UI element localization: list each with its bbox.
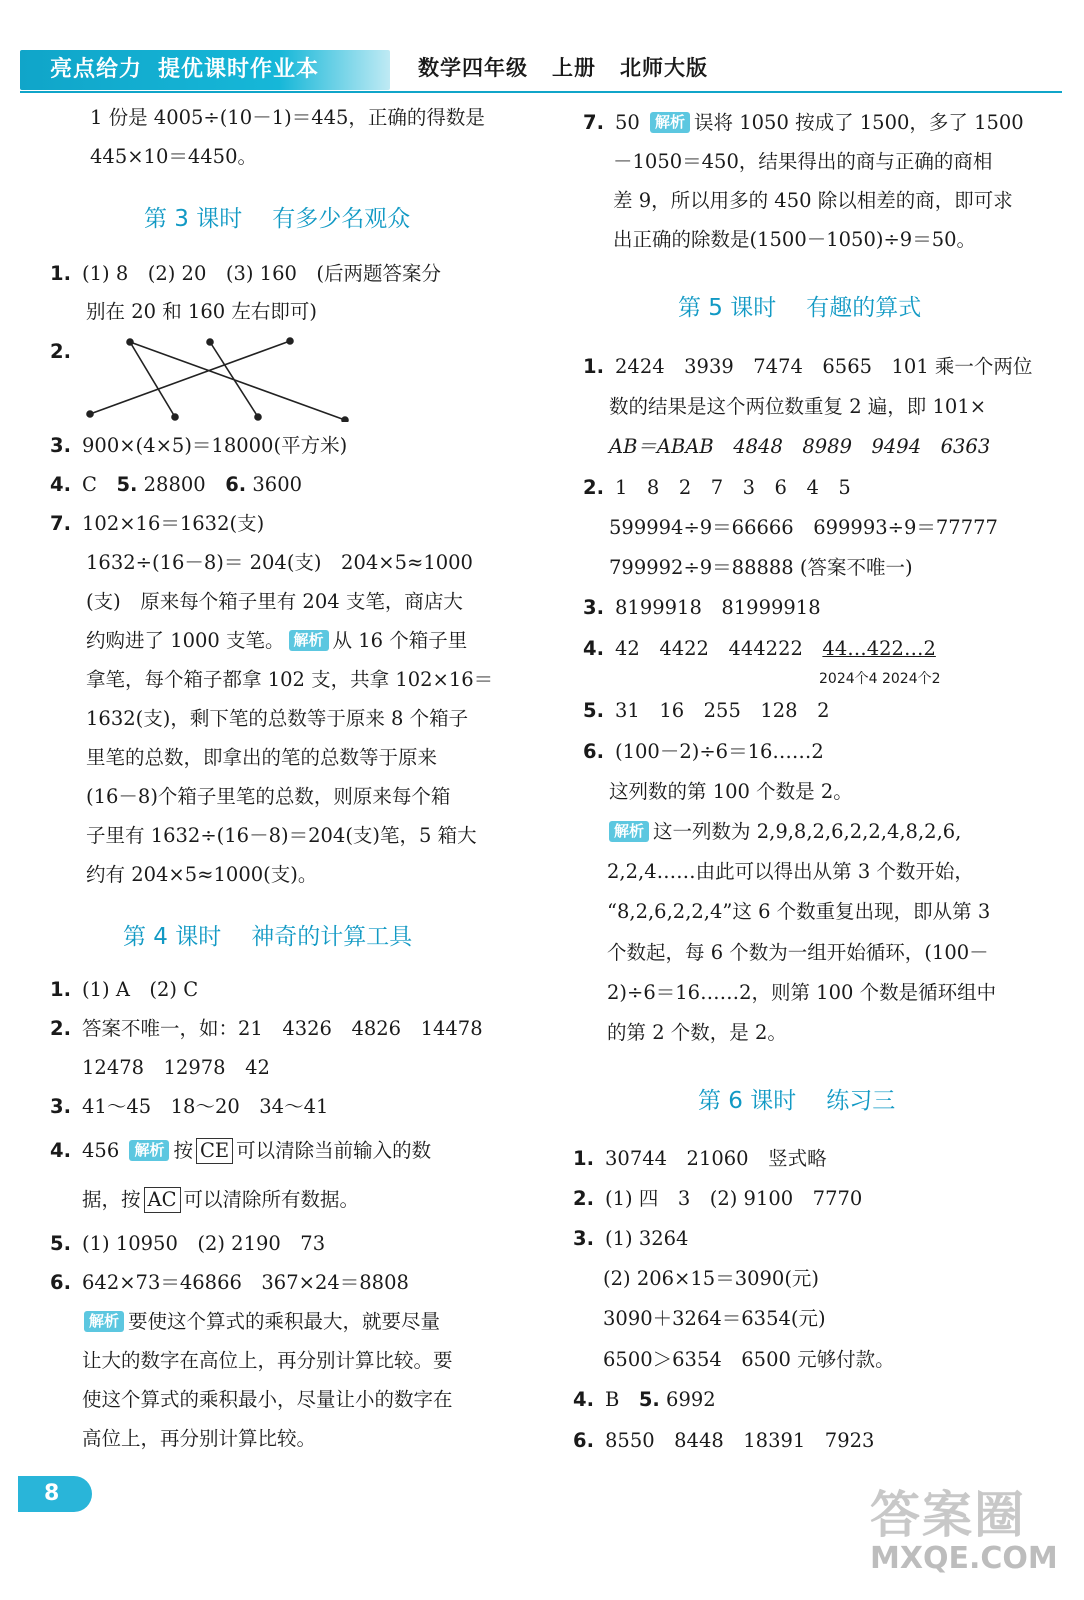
s5-q6: 6. (100－2)÷6＝16……2	[583, 740, 824, 763]
section-5-name: 有趣的算式	[806, 295, 922, 321]
page-number: 8	[18, 1476, 92, 1512]
s3-q7-line-e: 拿笔，每个箱子都拿 102 支，共拿 102×16＝	[86, 668, 494, 691]
r-q7: 7. 50 解析 误将 1050 按成了 1500，多了 1500	[583, 111, 1024, 134]
s3-q2: 2.	[50, 340, 71, 363]
s5-q6-line-d: 2,2,4……由此可以得出从第 3 个数开始，	[607, 860, 974, 883]
brand-right: 提优课时作业本	[158, 57, 320, 82]
volume: 上册	[552, 56, 596, 80]
s3-q7-line-d: 约购进了 1000 支笔。 解析 从 16 个箱子里	[86, 629, 468, 652]
s4-q3: 3. 41～45 18～20 34～41	[50, 1095, 329, 1118]
section-6-name: 练习三	[826, 1088, 896, 1114]
s6-q3-line-b: (2) 206×15＝3090(元)	[603, 1267, 820, 1290]
analysis-tag: 解析	[650, 112, 690, 133]
s6-q6: 6. 8550 8448 18391 7923	[573, 1429, 875, 1452]
ac-key: AC	[144, 1187, 181, 1213]
s6-q3-line-d: 6500＞6354 6500 元够付款。	[603, 1348, 895, 1371]
s5-q6-line-f: 个数起，每 6 个数为一组开始循环，(100－	[607, 941, 989, 964]
s5-q2-line-b: 599994÷9＝66666 699993÷9＝77777	[609, 516, 998, 539]
section-title-5	[678, 289, 921, 322]
section-6-number: 第 6 课时	[698, 1088, 797, 1114]
section-3-name: 有多少名观众	[272, 206, 411, 232]
watermark: 答案圈 MXQE.COM	[870, 1486, 1058, 1576]
s4-q6-line-b: 让大的数字在高位上，再分别计算比较。要	[82, 1349, 453, 1372]
section-4-name: 神奇的计算工具	[251, 924, 413, 950]
s5-q1-line-c: AB＝ABAB 4848 8989 9494 6363	[609, 435, 991, 458]
s4-q6-line-c: 使这个算式的乘积最小，尽量让小的数字在	[82, 1388, 453, 1411]
s3-q2-line-diagram	[80, 332, 360, 422]
s4-q1: 1. (1) A (2) C	[50, 978, 199, 1001]
s4-q2-cont: 12478 12978 42	[82, 1056, 270, 1079]
s5-q5: 5. 31 16 255 128 2	[583, 699, 830, 722]
s5-q4: 4. 42 4422 444222 44…422…2	[583, 637, 936, 660]
edition: 北师大版	[620, 56, 708, 80]
analysis-tag: 解析	[609, 821, 649, 842]
s3-q1: 1. (1) 8 (2) 20 (3) 160 (后两题答案分	[50, 262, 442, 285]
section-5-number: 第 5 课时	[678, 295, 777, 321]
s5-q4-caption: 2024个4 2024个2	[819, 671, 941, 687]
section-4-number: 第 4 课时	[123, 924, 222, 950]
s6-q3: 3. (1) 3264	[573, 1227, 689, 1250]
book-info	[418, 52, 732, 82]
s5-q6-line-g: 2)÷6＝16……2，则第 100 个数是循环组中	[607, 981, 997, 1004]
analysis-tag: 解析	[289, 630, 329, 651]
s5-q4-pattern: 44…422…2	[822, 637, 936, 660]
s4-q5: 5. (1) 10950 (2) 2190 73	[50, 1232, 326, 1255]
s3-q3: 3. 900×(4×5)＝18000(平方米)	[50, 434, 348, 457]
s3-q7-line-b: 1632÷(16－8)＝ 204(支) 204×5≈1000	[86, 551, 473, 574]
ce-key: CE	[196, 1138, 233, 1164]
s4-q6-line-d: 高位上，再分别计算比较。	[82, 1427, 317, 1450]
section-title-3	[144, 200, 410, 233]
brand-banner	[20, 50, 390, 90]
s4-q2: 2. 答案不唯一，如：21 4326 4826 14478	[50, 1017, 483, 1040]
header-rule	[20, 91, 1062, 93]
section-3-number: 第 3 课时	[144, 206, 243, 232]
section-title-4	[123, 918, 412, 951]
s6-q4-q5: 4. B 5. 6992	[573, 1388, 716, 1411]
r-q7-line-c: －1050＝450，结果得出的商与正确的商相	[613, 150, 993, 173]
carry-line-1: 1 份是 4005÷(10－1)＝445，正确的得数是	[90, 106, 485, 129]
s4-q4-cont: 据，按 AC 可以清除所有数据。	[82, 1188, 360, 1211]
s3-q1-cont: 别在 20 和 160 左右即可)	[86, 300, 317, 323]
s5-q6-line-e: “8,2,6,2,2,4”这 6 个数重复出现，即从第 3	[607, 900, 991, 923]
s4-q6: 6. 642×73＝46866 367×24＝8808	[50, 1271, 409, 1294]
s5-q1: 1. 2424 3939 7474 6565 101 乘一个两位	[583, 355, 1033, 378]
s5-q3: 3. 8199918 81999918	[583, 596, 821, 619]
page-header	[0, 0, 1084, 100]
subject: 数学四年级	[418, 56, 528, 80]
s3-q7-line-i: 子里有 1632÷(16－8)＝204(支)笔，5 箱大	[86, 824, 477, 847]
s6-q2: 2. (1) 四 3 (2) 9100 7770	[573, 1187, 863, 1210]
s3-q7-line-j: 约有 204×5≈1000(支)。	[86, 863, 318, 886]
s3-q4-q6: 4. C 5. 28800 6. 3600	[50, 473, 303, 496]
s6-q3-line-c: 3090＋3264＝6354(元)	[603, 1307, 826, 1330]
s4-q6-analysis: 解析 要使这个算式的乘积最大，就要尽量	[80, 1307, 440, 1337]
s3-q7-line-c: (支) 原来每个箱子里有 204 支笔，商店大	[86, 590, 463, 613]
analysis-tag: 解析	[84, 1311, 124, 1332]
s5-q6-line-b: 这列数的第 100 个数是 2。	[609, 780, 853, 803]
s5-q1-line-b: 数的结果是这个两位数重复 2 遍，即 101×	[609, 395, 987, 418]
r-q7-line-e: 出正确的除数是(1500－1050)÷9＝50。	[613, 228, 977, 251]
s5-q6-line-h: 的第 2 个数，是 2。	[607, 1021, 787, 1044]
carry-line-2: 445×10＝4450。	[90, 145, 257, 168]
s3-q7-line-h: (16－8)个箱子里笔的总数，则原来每个箱	[86, 785, 451, 808]
s5-q2: 2. 1 8 2 7 3 6 4 5	[583, 476, 851, 499]
section-title-6	[698, 1082, 895, 1115]
s4-q4: 4. 456 解析 按 CE 可以清除当前输入的数	[50, 1139, 432, 1162]
r-q7-line-d: 差 9，所以用多的 450 除以相差的商，即可求	[613, 189, 1013, 212]
s5-q2-line-c: 799992÷9＝88888 (答案不唯一)	[609, 556, 913, 579]
s5-q6-analysis: 解析 这一列数为 2,9,8,2,6,2,2,4,8,2,6,	[605, 817, 961, 847]
s3-q7-line-f: 1632(支)，剩下笔的总数等于原来 8 个箱子	[86, 707, 469, 730]
s6-q1: 1. 30744 21060 竖式略	[573, 1147, 827, 1170]
s3-q7: 7. 102×16＝1632(支)	[50, 512, 265, 535]
s3-q7-line-g: 里笔的总数，即拿出的笔的总数等于原来	[86, 746, 438, 769]
analysis-tag: 解析	[129, 1140, 169, 1161]
brand-left: 亮点给力	[50, 57, 143, 82]
